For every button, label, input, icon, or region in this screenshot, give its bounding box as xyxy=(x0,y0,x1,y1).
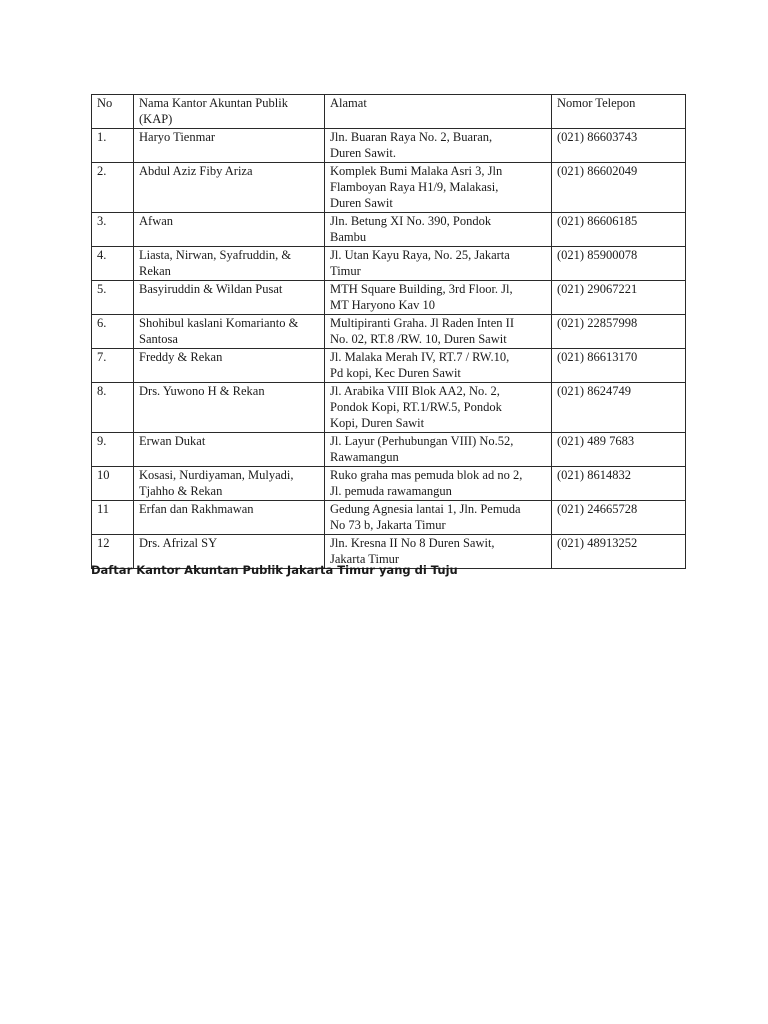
header-alamat: Alamat xyxy=(325,95,552,129)
cell-alamat: Multipiranti Graha. Jl Raden Inten II No. 02, RT.8 /RW. 10, Duren Sawit xyxy=(325,315,552,349)
cell-no: 11 xyxy=(92,501,134,535)
cell-alamat: Jl. Arabika VIII Blok AA2, No. 2, Pondok Kopi, RT.1/RW.5, Pondok Kopi, Duren Sawit xyxy=(325,383,552,433)
cell-no: 8. xyxy=(92,383,134,433)
cell-nama: Drs. Yuwono H & Rekan xyxy=(134,383,325,433)
table-row xyxy=(92,213,686,247)
cell-nama: Haryo Tienmar xyxy=(134,129,325,163)
table-row xyxy=(92,501,686,535)
cell-no: 7. xyxy=(92,349,134,383)
header-no: No xyxy=(92,95,134,129)
header-nomor-telepon: Nomor Telepon xyxy=(552,95,686,129)
cell-telepon: (021) 86602049 xyxy=(552,163,686,213)
cell-nama: Shohibul kaslani Komarianto & Santosa xyxy=(134,315,325,349)
cell-no: 6. xyxy=(92,315,134,349)
cell-telepon: (021) 48913252 xyxy=(552,535,686,569)
cell-alamat: Komplek Bumi Malaka Asri 3, Jln Flamboyan Raya H1/9, Malakasi, Duren Sawit xyxy=(325,163,552,213)
table-row xyxy=(92,163,686,213)
cell-telepon: (021) 24665728 xyxy=(552,501,686,535)
table-row xyxy=(92,281,686,315)
table-row xyxy=(92,247,686,281)
cell-no: 10 xyxy=(92,467,134,501)
cell-no: 12 xyxy=(92,535,134,569)
cell-nama: Afwan xyxy=(134,213,325,247)
cell-telepon: (021) 8614832 xyxy=(552,467,686,501)
cell-no: 5. xyxy=(92,281,134,315)
cell-no: 4. xyxy=(92,247,134,281)
table-row xyxy=(92,315,686,349)
cell-nama: Freddy & Rekan xyxy=(134,349,325,383)
cell-telepon: (021) 8624749 xyxy=(552,383,686,433)
table-row xyxy=(92,433,686,467)
table-caption: Daftar Kantor Akuntan Publik Jakarta Timur yang di Tuju xyxy=(91,563,458,577)
table-row xyxy=(92,349,686,383)
cell-alamat: Jl. Malaka Merah IV, RT.7 / RW.10, Pd kopi, Kec Duren Sawit xyxy=(325,349,552,383)
cell-alamat: Jln. Buaran Raya No. 2, Buaran, Duren Sawit. xyxy=(325,129,552,163)
cell-alamat: Gedung Agnesia lantai 1, Jln. Pemuda No 73 b, Jakarta Timur xyxy=(325,501,552,535)
cell-nama: Liasta, Nirwan, Syafruddin, & Rekan xyxy=(134,247,325,281)
cell-no: 1. xyxy=(92,129,134,163)
table-row xyxy=(92,129,686,163)
cell-telepon: (021) 86603743 xyxy=(552,129,686,163)
cell-no: 9. xyxy=(92,433,134,467)
cell-nama: Kosasi, Nurdiyaman, Mulyadi, Tjahho & Rekan xyxy=(134,467,325,501)
table-row xyxy=(92,383,686,433)
cell-no: 3. xyxy=(92,213,134,247)
header-nama-kap: Nama Kantor Akuntan Publik (KAP) xyxy=(134,95,325,129)
cell-alamat: Ruko graha mas pemuda blok ad no 2, Jl. pemuda rawamangun xyxy=(325,467,552,501)
cell-alamat: Jl. Utan Kayu Raya, No. 25, Jakarta Timur xyxy=(325,247,552,281)
cell-nama: Basyiruddin & Wildan Pusat xyxy=(134,281,325,315)
cell-telepon: (021) 489 7683 xyxy=(552,433,686,467)
cell-telepon: (021) 86613170 xyxy=(552,349,686,383)
cell-alamat: Jln. Betung XI No. 390, Pondok Bambu xyxy=(325,213,552,247)
kap-table xyxy=(91,94,686,569)
cell-alamat: Jl. Layur (Perhubungan VIII) No.52, Rawamangun xyxy=(325,433,552,467)
cell-nama: Drs. Afrizal SY xyxy=(134,535,325,569)
table-header-row xyxy=(92,95,686,129)
cell-telepon: (021) 85900078 xyxy=(552,247,686,281)
table-row xyxy=(92,467,686,501)
cell-nama: Erfan dan Rakhmawan xyxy=(134,501,325,535)
cell-telepon: (021) 86606185 xyxy=(552,213,686,247)
cell-telepon: (021) 29067221 xyxy=(552,281,686,315)
cell-nama: Abdul Aziz Fiby Ariza xyxy=(134,163,325,213)
cell-no: 2. xyxy=(92,163,134,213)
cell-alamat: Jln. Kresna II No 8 Duren Sawit, Jakarta Timur xyxy=(325,535,552,569)
cell-alamat: MTH Square Building, 3rd Floor. Jl, MT Haryono Kav 10 xyxy=(325,281,552,315)
cell-telepon: (021) 22857998 xyxy=(552,315,686,349)
cell-nama: Erwan Dukat xyxy=(134,433,325,467)
